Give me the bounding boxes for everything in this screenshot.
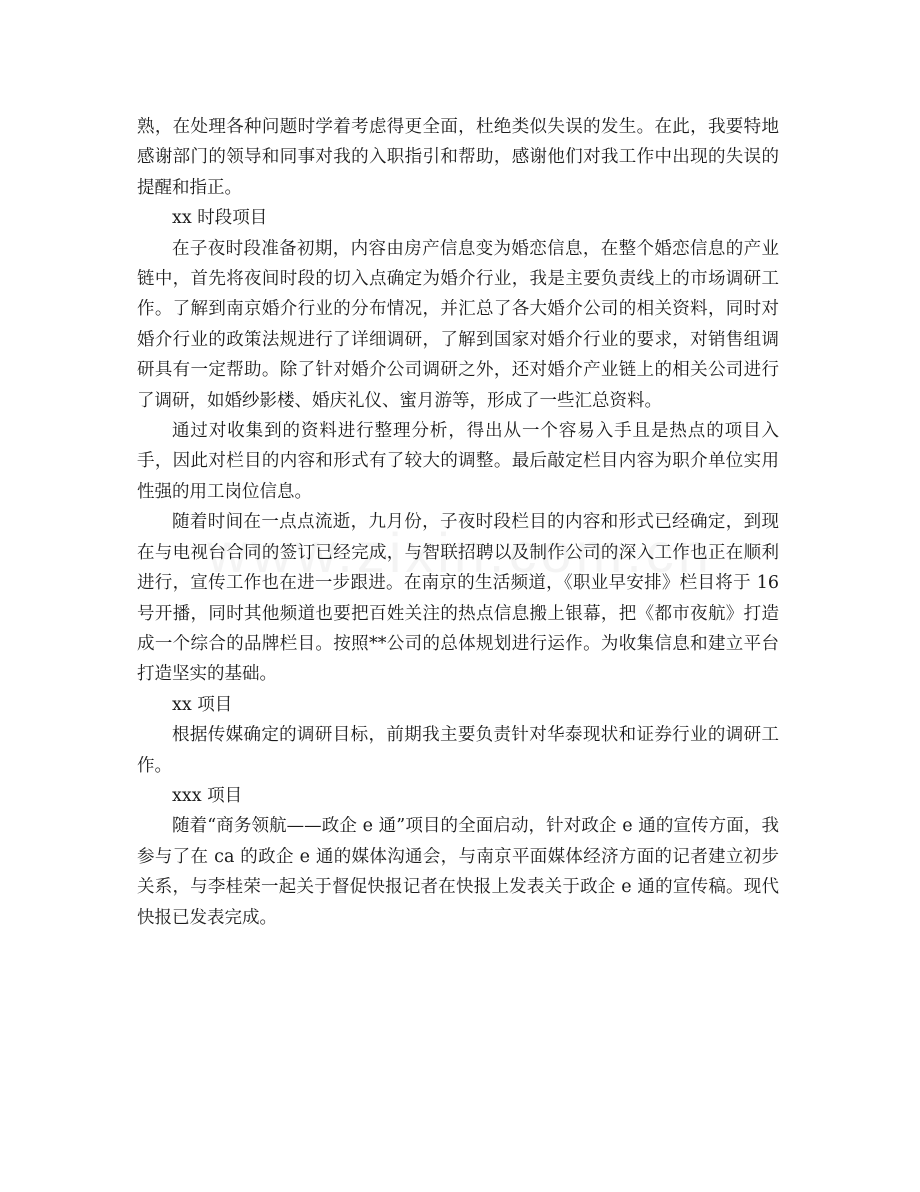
paragraph-3: 通过对收集到的资料进行整理分析，得出从一个容易入手且是热点的项目入手，因此对栏目的内容和形式有了较大的调整。最后敲定栏目内容为职介单位实用性强的用工岗位信息。 <box>137 421 779 502</box>
paragraph-5: 根据传媒确定的调研目标，前期我主要负责针对华泰现状和证券行业的调研工作。 <box>137 725 779 776</box>
paragraph-6: 随着“商务领航——政企 e 通”项目的全面启动，针对政企 e 通的宣传方面，我参与了在 ca 的政企 e 通的媒体沟通会，与南京平面媒体经济方面的记者建立初步关系，与李桂荣一起关于督促快报记者在快报上发表关于政企 e 通的宣传稿。现代快报已发表完成。 <box>137 816 779 928</box>
document-body <box>137 112 779 933</box>
section-heading-xx-project: xx 项目 <box>172 694 233 715</box>
section-heading-xx-period: xx 时段项目 <box>172 208 268 229</box>
paragraph-4: 随着时间在一点点流逝，九月份，子夜时段栏目的内容和形式已经确定，到现在与电视台合同的签订已经完成，与智联招聘以及制作公司的深入工作也正在顺利进行，宣传工作也在进一步跟进。在南京的生活频道，《职业早安排》栏目将于 16 号开播，同时其他频道也要把百姓关注的热点信息搬上银幕，把《都市夜航》打造成一个综合的品牌栏目。按照**公司的总体规划进行运作。为收集信息和建立平台打造坚实的基础。 <box>137 512 779 685</box>
section-heading-xxx-project: xxx 项目 <box>172 785 243 806</box>
paragraph-1: 熟，在处理各种问题时学着考虑得更全面，杜绝类似失误的发生。在此，我要特地感谢部门的领导和同事对我的入职指引和帮助，感谢他们对我工作中出现的失误的提醒和指正。 <box>137 117 779 198</box>
paragraph-2: 在子夜时段准备初期，内容由房产信息变为婚恋信息，在整个婚恋信息的产业链中，首先将夜间时段的切入点确定为婚介行业，我是主要负责线上的市场调研工作。了解到南京婚介行业的分布情况，并汇总了各大婚介公司的相关资料，同时对婚介行业的政策法规进行了详细调研，了解到国家对婚介行业的要求，对销售组调研具有一定帮助。除了针对婚介公司调研之外，还对婚介产业链上的相关公司进行了调研，如婚纱影楼、婚庆礼仪、蜜月游等，形成了一些汇总资料。 <box>137 238 779 411</box>
